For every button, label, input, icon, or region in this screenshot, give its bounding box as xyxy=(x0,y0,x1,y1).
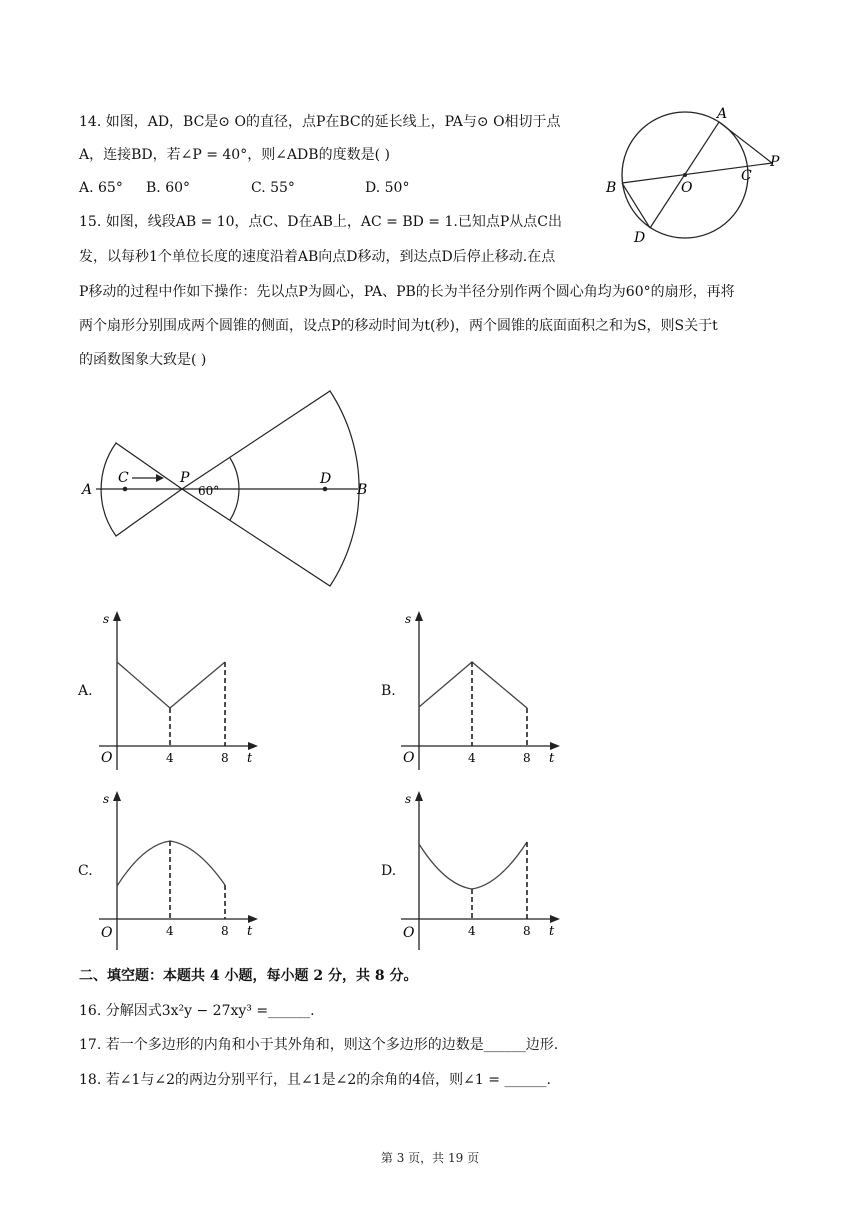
tick-label-4: 4 xyxy=(166,751,174,765)
point-c xyxy=(123,487,128,492)
q14-option-b[interactable]: B. 60° xyxy=(146,180,191,196)
x-axis-arrow-icon xyxy=(550,915,560,923)
tick-label-8: 8 xyxy=(523,751,531,765)
axis-label-s: s xyxy=(103,612,110,626)
q14-circle-figure xyxy=(600,106,790,248)
q15-line-2: 发，以每秒1个单位长度的速度沿着AB向点D移动，到达点D后停止移动.在点 xyxy=(79,249,556,265)
origin-label: O xyxy=(101,750,113,766)
label-c: C xyxy=(741,168,752,184)
axis-label-t: t xyxy=(549,751,555,766)
tick-label-4: 4 xyxy=(468,924,476,938)
q15-option-d-graph[interactable] xyxy=(397,785,572,955)
q16-text: 16. 分解因式3x²y − 27xy³ =______. xyxy=(79,1003,315,1019)
label-d: D xyxy=(634,230,646,246)
q15-line-5: 的函数图象大致是( ) xyxy=(79,352,207,368)
q15-option-a-graph[interactable] xyxy=(95,605,270,775)
q17-text: 17. 若一个多边形的内角和小于其外角和，则这个多边形的边数是______边形. xyxy=(79,1037,559,1053)
graph-curve xyxy=(419,662,527,708)
q15-option-c-label[interactable]: C. xyxy=(78,863,93,879)
label-o: O xyxy=(681,180,693,196)
origin-label: O xyxy=(101,925,113,941)
axis-label-s: s xyxy=(405,792,412,806)
tick-label-8: 8 xyxy=(523,924,531,938)
y-axis-arrow-icon xyxy=(415,611,423,621)
q15-line-1: 15. 如图，线段AB = 10，点C、D在AB上，AC = BD = 1.已知点P从点C出 xyxy=(79,214,562,230)
q14-option-d[interactable]: D. 50° xyxy=(365,180,410,196)
q15-option-b-label[interactable]: B. xyxy=(381,683,396,699)
tick-label-8: 8 xyxy=(221,751,229,765)
q14-option-a[interactable]: A. 65° xyxy=(79,180,123,196)
label-c: C xyxy=(118,470,129,486)
tick-label-8: 8 xyxy=(221,924,229,938)
q15-option-c-graph[interactable] xyxy=(95,785,270,955)
label-d: D xyxy=(320,471,332,487)
x-axis-arrow-icon xyxy=(248,915,258,923)
point-d xyxy=(323,487,328,492)
center-dot xyxy=(683,173,687,177)
q15-option-a-label[interactable]: A. xyxy=(78,683,93,699)
section-2-heading: 二、填空题：本题共 4 小题，每小题 2 分，共 8 分。 xyxy=(79,968,418,984)
label-a: A xyxy=(717,106,728,122)
axis-label-t: t xyxy=(247,751,253,766)
graph-curve xyxy=(117,841,225,886)
q18-text: 18. 若∠1与∠2的两边分别平行，且∠1是∠2的余角的4倍，则∠1 = ______. xyxy=(79,1072,551,1088)
q15-option-d-label[interactable]: D. xyxy=(381,863,397,879)
q15-option-b-graph[interactable] xyxy=(397,605,572,775)
label-a: A xyxy=(82,482,93,498)
graph-curve xyxy=(117,662,225,708)
label-b: B xyxy=(357,482,368,498)
tick-label-4: 4 xyxy=(166,924,174,938)
page-footer: 第 3 页，共 19 页 xyxy=(380,1151,480,1165)
q14-option-c[interactable]: C. 55° xyxy=(251,180,295,196)
q15-sector-figure xyxy=(80,388,380,593)
label-p: P xyxy=(180,470,190,486)
axis-label-t: t xyxy=(247,924,253,939)
origin-label: O xyxy=(403,925,415,941)
q15-line-3: P移动的过程中作如下操作：先以点P为圆心，PA、PB的长为半径分别作两个圆心角均为60°的扇形，再将 xyxy=(79,284,735,300)
q14-line-1: 14. 如图，AD，BC是⊙ O的直径，点P在BC的延长线上，PA与⊙ O相切于点 xyxy=(79,114,561,130)
label-angle: 60° xyxy=(198,484,220,498)
line-bd xyxy=(622,183,650,228)
axis-label-s: s xyxy=(405,612,412,626)
y-axis-arrow-icon xyxy=(113,611,121,621)
y-axis-arrow-icon xyxy=(415,791,423,801)
x-axis-arrow-icon xyxy=(248,742,258,750)
x-axis-arrow-icon xyxy=(550,742,560,750)
axis-label-t: t xyxy=(549,924,555,939)
label-p: P xyxy=(770,154,780,170)
tick-label-4: 4 xyxy=(468,751,476,765)
q15-line-4: 两个扇形分别围成两个圆锥的侧面，设点P的移动时间为t(秒)，两个圆锥的底面面积之和为S，则S关于t xyxy=(79,318,718,334)
y-axis-arrow-icon xyxy=(113,791,121,801)
q14-line-2: A，连接BD，若∠P = 40°，则∠ADB的度数是( ) xyxy=(79,147,390,163)
axis-label-s: s xyxy=(103,792,110,806)
origin-label: O xyxy=(403,750,415,766)
label-b: B xyxy=(606,180,617,196)
graph-curve xyxy=(419,842,527,889)
